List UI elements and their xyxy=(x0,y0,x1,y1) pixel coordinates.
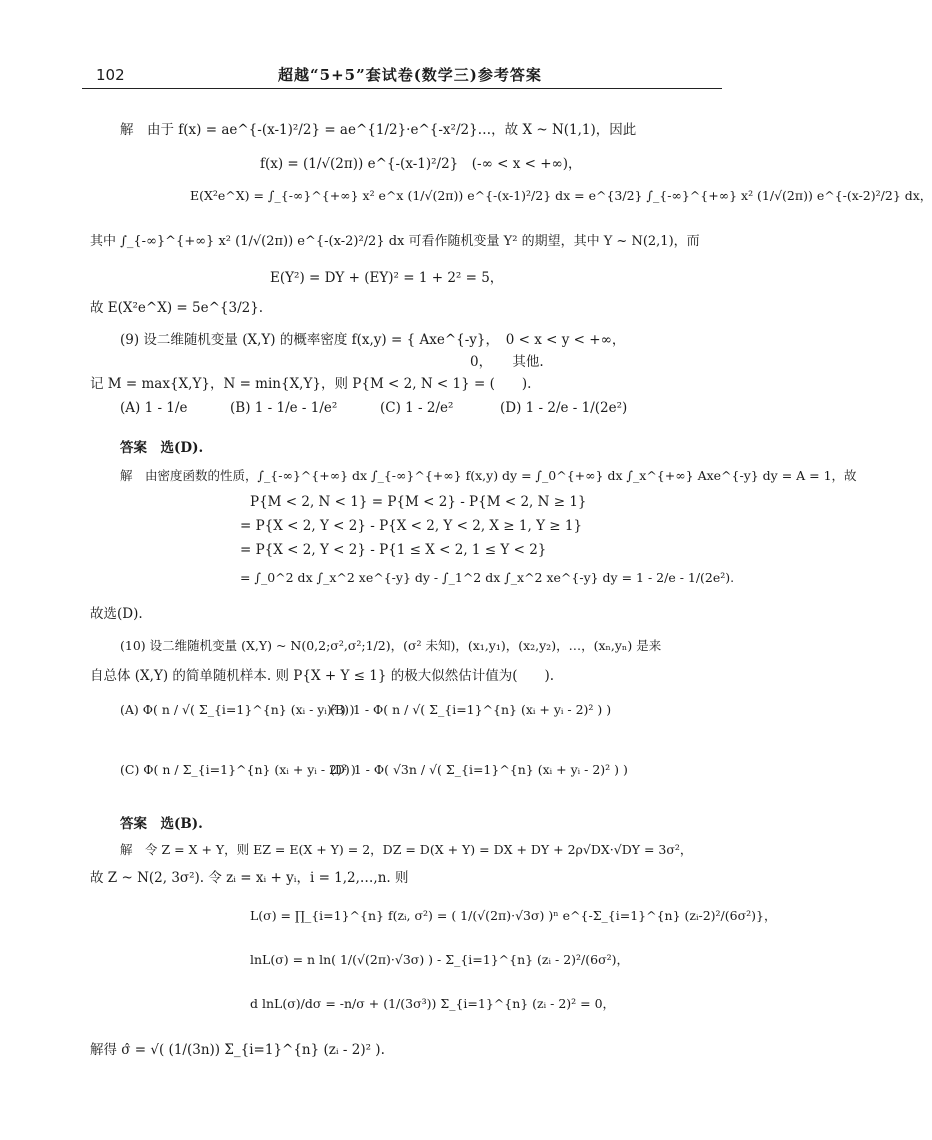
q10-statement-2: 自总体 (X,Y) 的简单随机样本. 则 P{X + Y ≤ 1} 的极大似然估计值为( ). xyxy=(90,668,555,684)
q9-option-b: (B) 1 - 1/e - 1/e² xyxy=(230,400,338,416)
solution-conclusion: 故 E(X²e^X) = 5e^{3/2}. xyxy=(90,300,264,316)
q9-statement-case: 0， 其他. xyxy=(470,354,544,370)
q9-conclusion: 故选(D). xyxy=(90,606,143,622)
q9-option-c: (C) 1 - 2/e² xyxy=(380,400,454,416)
q10-option-b: (B) 1 - Φ( n / √( Σ_{i=1}^{n} (xᵢ + yᵢ - 2)² ) ) xyxy=(330,702,612,717)
q10-likelihood: L(σ) = ∏_{i=1}^{n} f(zᵢ, σ²) = ( 1/(√(2π)·√3σ) )ⁿ e^{-Σ_{i=1}^{n} (zᵢ-2)²/(6σ²)}， xyxy=(250,908,777,923)
equation-density: f(x) = (1/√(2π)) e^{-(x-1)²/2} (-∞ < x < +∞)， xyxy=(260,156,582,172)
header-rule xyxy=(82,88,722,89)
q9-solution-3: = P{X < 2, Y < 2} - P{X < 2, Y < 2, X ≥ 1, Y ≥ 1} xyxy=(240,518,583,534)
q10-option-d: (D) 1 - Φ( √3n / √( Σ_{i=1}^{n} (xᵢ + yᵢ - 2)² ) ) xyxy=(330,762,628,777)
q9-solution-4: = P{X < 2, Y < 2} - P{1 ≤ X < 2, 1 ≤ Y < 2} xyxy=(240,542,547,558)
q9-option-d: (D) 1 - 2/e - 1/(2e²) xyxy=(500,400,628,416)
equation-ey2: E(Y²) = DY + (EY)² = 1 + 2² = 5， xyxy=(270,270,504,286)
running-title: 超越“5+5”套试卷(数学三)参考答案 xyxy=(278,66,542,84)
q9-statement: (9) 设二维随机变量 (X,Y) 的概率密度 f(x,y) = { Axe^{-y}， 0 < x < y < +∞， xyxy=(120,332,626,348)
q9-solution-5: = ∫_0^2 dx ∫_x^2 xe^{-y} dy - ∫_1^2 dx ∫_x^2 xe^{-y} dy = 1 - 2/e - 1/(2e²). xyxy=(240,570,735,585)
q10-answer: 答案 选(B). xyxy=(120,816,203,832)
q10-derivative: d lnL(σ)/dσ = -n/σ + (1/(3σ³)) Σ_{i=1}^{n} (zᵢ - 2)² = 0， xyxy=(250,996,616,1011)
q9-option-a: (A) 1 - 1/e xyxy=(120,400,188,416)
q9-statement-2: 记 M = max{X,Y}，N = min{X,Y}，则 P{M < 2, N < 1} = ( ). xyxy=(90,376,532,392)
page-number: 102 xyxy=(96,66,125,84)
solution-note: 其中 ∫_{-∞}^{+∞} x² (1/√(2π)) e^{-(x-2)²/2} dx 可看作随机变量 Y² 的期望，其中 Y ~ N(2,1)，而 xyxy=(90,234,700,249)
q10-option-c: (C) Φ( n / Σ_{i=1}^{n} (xᵢ + yᵢ - 2)² ) xyxy=(120,762,356,777)
q10-solution-2: 故 Z ~ N(2, 3σ²). 令 zᵢ = xᵢ + yᵢ，i = 1,2,…,n. 则 xyxy=(90,870,409,886)
equation-expectation: E(X²e^X) = ∫_{-∞}^{+∞} x² e^x (1/√(2π)) e^{-(x-1)²/2} dx = e^{3/2} ∫_{-∞}^{+∞} x² (1/√(2π)) e^{-(x-2)²/2} dx， xyxy=(190,188,932,203)
q9-solution-1: 解 由密度函数的性质，∫_{-∞}^{+∞} dx ∫_{-∞}^{+∞} f(x,y) dy = ∫_0^{+∞} dx ∫_x^{+∞} Axe^{-y} dy = A = 1，故 xyxy=(120,468,857,483)
q10-solution-1: 解 令 Z = X + Y，则 EZ = E(X + Y) = 2，DZ = D(X + Y) = DX + DY + 2ρ√DX·√DY = 3σ²， xyxy=(120,842,693,857)
q10-log-likelihood: lnL(σ) = n ln( 1/(√(2π)·√3σ) ) - Σ_{i=1}^{n} (zᵢ - 2)²/(6σ²)， xyxy=(250,952,629,967)
solution-intro: 解 由于 f(x) = ae^{-(x-1)²/2} = ae^{1/2}·e^{-x²/2}…，故 X ~ N(1,1)，因此 xyxy=(120,122,637,138)
q10-statement: (10) 设二维随机变量 (X,Y) ~ N(0,2;σ²,σ²;1/2)，(σ² 未知)，(x₁,y₁)，(x₂,y₂)，…，(xₙ,yₙ) 是来 xyxy=(120,638,662,653)
q9-solution-2: P{M < 2, N < 1} = P{M < 2} - P{M < 2, N ≥ 1} xyxy=(250,494,587,510)
q10-conclusion: 解得 σ̂ = √( (1/(3n)) Σ_{i=1}^{n} (zᵢ - 2)² ). xyxy=(90,1042,385,1058)
q9-answer: 答案 选(D). xyxy=(120,440,204,456)
q10-option-a: (A) Φ( n / √( Σ_{i=1}^{n} (xᵢ - yᵢ)² ) ) xyxy=(120,702,355,717)
